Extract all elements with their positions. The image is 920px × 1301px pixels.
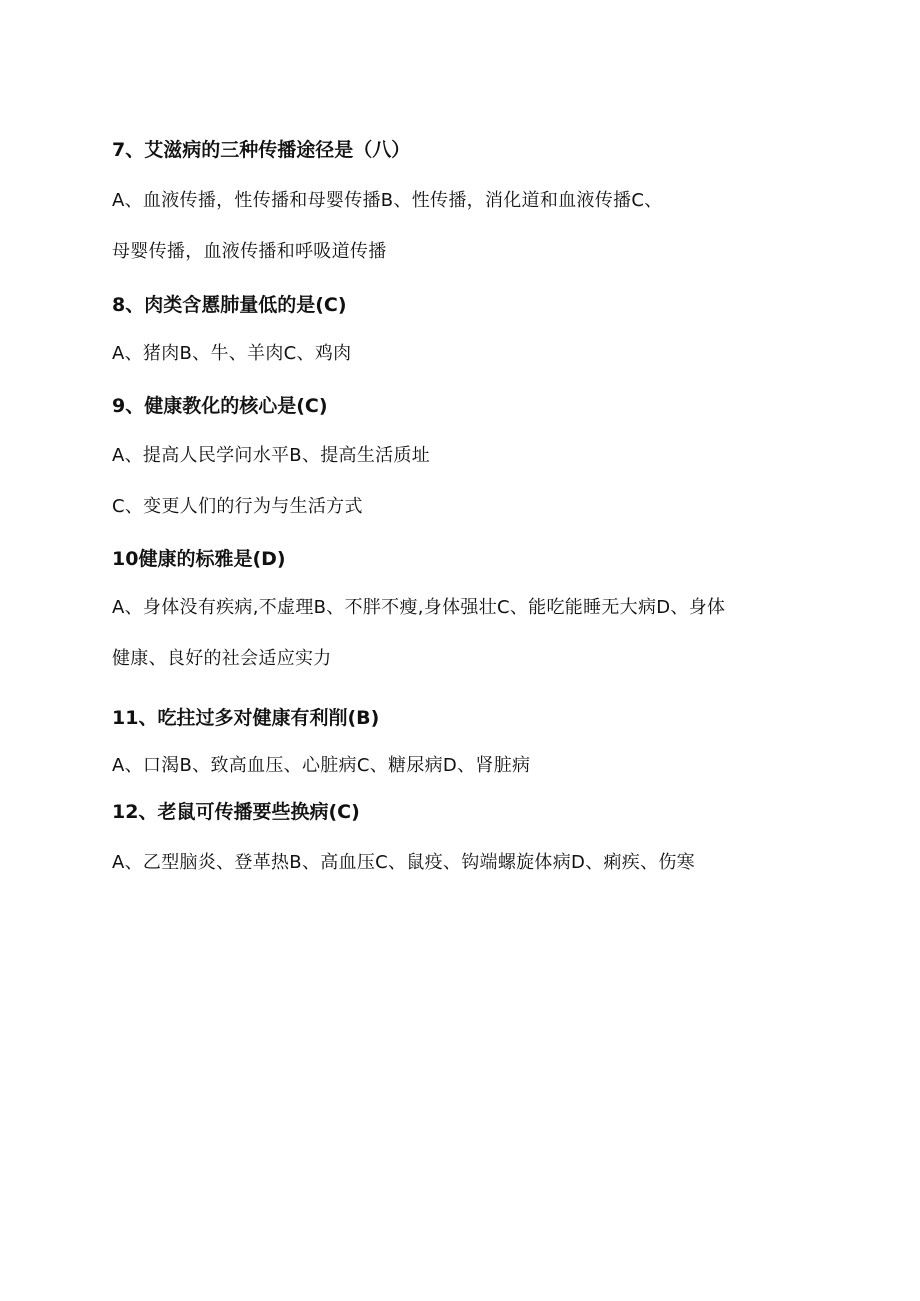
question-9-title: 9、健康教化的核心是(C) bbox=[112, 395, 328, 417]
question-9-options-line-2: C、变更人们的行为与生活方式 bbox=[112, 496, 363, 517]
question-7-title: 7、艾滋病的三种传播途径是（八） bbox=[112, 139, 411, 161]
question-10-options-line-2: 健康、良好的社会适应实力 bbox=[112, 648, 332, 669]
question-7-options-line-2: 母婴传播，血液传播和呼吸道传播 bbox=[112, 241, 387, 262]
question-8-title: 8、肉类含慝肺量低的是(C) bbox=[112, 294, 347, 316]
question-10-title: 10健康的标雅是(D) bbox=[112, 548, 286, 570]
question-7-options-line-1: A、血液传播，性传播和母婴传播B、性传播，消化道和血液传播C、 bbox=[112, 190, 663, 211]
question-10-options-line-1: A、身体没有疾病,不虚理B、不胖不瘦,身体强壮C、能吃能睡无大病D、身体 bbox=[112, 597, 726, 618]
question-11-options-line-1: A、口渴B、致高血压、心脏病C、糖尿病D、肾脏病 bbox=[112, 755, 531, 776]
question-11-title: 11、吃拄过多对健康有利削(B) bbox=[112, 707, 380, 729]
question-12-title: 12、老鼠可传播要些换病(C) bbox=[112, 801, 360, 823]
question-12-options-line-1: A、乙型脑炎、登革热B、高血压C、鼠疫、钩端螺旋体病D、痢疾、伤寒 bbox=[112, 852, 695, 873]
question-8-options-line-1: A、猪肉B、牛、羊肉C、鸡肉 bbox=[112, 343, 352, 364]
question-9-options-line-1: A、提高人民学问水平B、提高生活质址 bbox=[112, 445, 431, 466]
